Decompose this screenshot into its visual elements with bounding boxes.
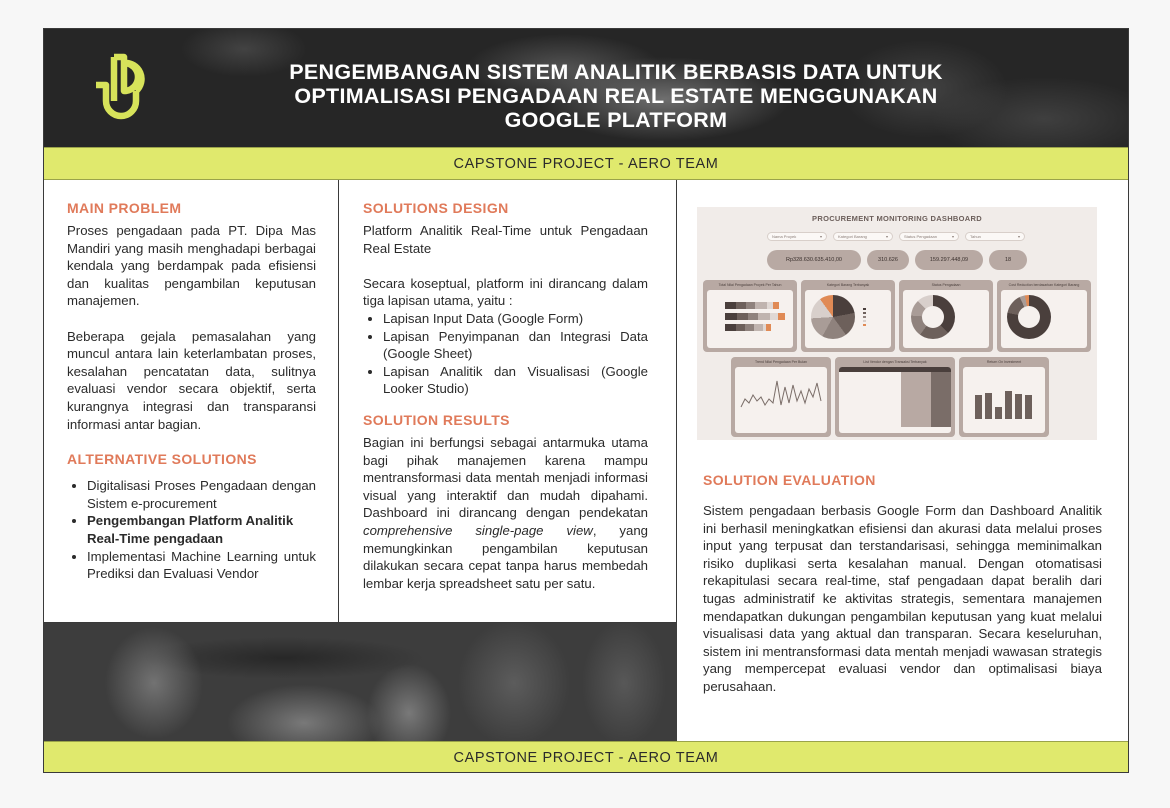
alternative-solutions-list — [67, 477, 316, 583]
filter-status-pengadaan: Status Pengadaan ▾ — [899, 232, 959, 241]
poster — [43, 28, 1129, 773]
column-right — [677, 180, 1129, 741]
card-roi: Return On Investment — [959, 357, 1049, 437]
layer-item: • Lapisan Analitik dan Visualisasi (Google Looker Studio) — [383, 363, 648, 398]
team-band-bottom: CAPSTONE PROJECT - AERO TEAM — [44, 741, 1128, 773]
column-middle — [339, 180, 677, 622]
poster-title — [224, 60, 1008, 132]
solution-evaluation-heading: SOLUTION EVALUATION — [703, 472, 876, 488]
layer-item: • Lapisan Input Data (Google Form) — [383, 310, 648, 328]
hu-logo-icon — [90, 51, 152, 123]
solution-results-text — [363, 434, 648, 592]
alternative-solutions-heading: ALTERNATIVE SOLUTIONS — [67, 451, 257, 468]
column-left — [44, 180, 339, 622]
solution-results-heading: SOLUTION RESULTS — [363, 411, 510, 428]
alt-solution-item-selected: • Pengembangan Platform Analitik Real-Time pengadaan — [87, 512, 316, 547]
main-problem-paragraph-2: Beberapa gejala pemasalahan yang muncul antara lain keterlambatan proses, kesalahan pencatatan data, sulitnya evaluasi vendor secara objektif, serta kurangnya integrasi dan transparansi informasi antar bagian. — [67, 328, 316, 432]
kpi-count: 310.626 — [867, 250, 909, 270]
card-annual-value: Total Nilai Pengadaan Proyek Per Tahun — [703, 280, 797, 352]
card-top-categories: Kategori Barang Terbanyak — [801, 280, 895, 352]
solutions-design-layers — [363, 310, 648, 398]
results-text-part-1: Bagian ini berfungsi sebagai antarmuka utama bagi pihak manajemen karena mampu mentransformasi data mentah menjadi informasi visual yang interaktif dan mudah dipahami. Dashboard ini dirancang dengan pendekatan — [363, 434, 648, 521]
solution-evaluation-section — [703, 472, 1102, 696]
kpi-cost-reduction: 159.297.448,09 — [915, 250, 983, 270]
card-monthly-trend: Trend Nilai Pengadaan Per Bulan — [731, 357, 831, 437]
title-line-3: GOOGLE PLATFORM — [504, 108, 728, 132]
layer-item: • Lapisan Penyimpanan dan Integrasi Data (Google Sheet) — [383, 328, 648, 363]
solutions-design-lead: Secara koseptual, platform ini dirancang dalam tiga lapisan utama, yaitu : — [363, 275, 648, 309]
results-text-italic: comprehensive single-page view — [363, 522, 593, 538]
dashboard-title: PROCUREMENT MONITORING DASHBOARD — [812, 214, 982, 223]
poster-header — [44, 29, 1128, 147]
solutions-design-intro: Platform Analitik Real-Time untuk Pengadaan Real Estate — [363, 223, 648, 256]
title-line-1: PENGEMBANGAN SISTEM ANALITIK BERBASIS DATA UNTUK — [289, 60, 943, 84]
dashboard-kpis — [697, 250, 1097, 270]
solution-evaluation-text: Sistem pengadaan berbasis Google Form dan Dashboard Analitik ini berhasil meningkatkan efisiensi dan akurasi data melalui proses input yang terpusat dan terstandarisasi, sehingga meminimalkan risiko duplikasi serta kesalahan manual. Dengan otomatisasi rekapitulasi secara real-time, staf pengadaan dapat beralih dari tugas administratif ke aktivitas strategis, sementara manajemen mendapatkan dukungan pengambilan keputusan yang kuat melalui visualisasi data yang aktual dan transparan. Secara keseluruhan, sistem ini mentransformasi data mentah menjadi wawasan strategis yang mempercepat evaluasi vendor dan optimalisasi biaya perusahaan. — [703, 503, 1102, 694]
card-cost-reduction: Cost Reduction berdasarkan Kategori Barang — [997, 280, 1091, 352]
filter-kategori-barang: Kategori Barang ▾ — [833, 232, 893, 241]
main-problem-heading: MAIN PROBLEM — [67, 200, 182, 216]
alt-solution-item: • Implementasi Machine Learning untuk Prediksi dan Evaluasi Vendor — [87, 548, 316, 583]
dashboard-filters — [767, 232, 1025, 241]
filter-tahun: Tahun ▾ — [965, 232, 1025, 241]
kpi-vendors: 18 — [989, 250, 1027, 270]
team-band-top: CAPSTONE PROJECT - AERO TEAM — [44, 147, 1128, 180]
results-text-part-2: , yang memungkinkan pengambilan keputusan dilakukan secara cepat tanpa harus membedah lembar kerja spreadsheet satu per satu. — [363, 522, 648, 591]
main-problem-paragraph-1: Proses pengadaan pada PT. Dipa Mas Mandiri yang masih menghadapi berbagai kendala yang berdampak pada efisiensi dan kualitas pengambilan keputusan manajemen. — [67, 223, 316, 309]
dashboard-screenshot — [697, 207, 1097, 440]
dashboard-row-2 — [731, 357, 1057, 437]
kpi-total-value: Rp328.630.635.410,00 — [767, 250, 861, 270]
title-line-2: OPTIMALISASI PENGADAAN REAL ESTATE MENGGUNAKAN — [294, 84, 938, 108]
alt-solution-item: • Digitalisasi Proses Pengadaan dengan Sistem e-procurement — [87, 477, 316, 512]
card-procurement-status: Status Pengadaan — [899, 280, 993, 352]
dashboard-row-1 — [703, 280, 1091, 352]
card-vendor-list: List Vendor dengan Transaksi Terbanyak — [835, 357, 955, 437]
filter-nama-proyek: Nama Proyek ▾ — [767, 232, 827, 241]
solutions-design-heading: SOLUTIONS DESIGN — [363, 200, 509, 216]
aerial-landscape-image — [44, 622, 677, 742]
